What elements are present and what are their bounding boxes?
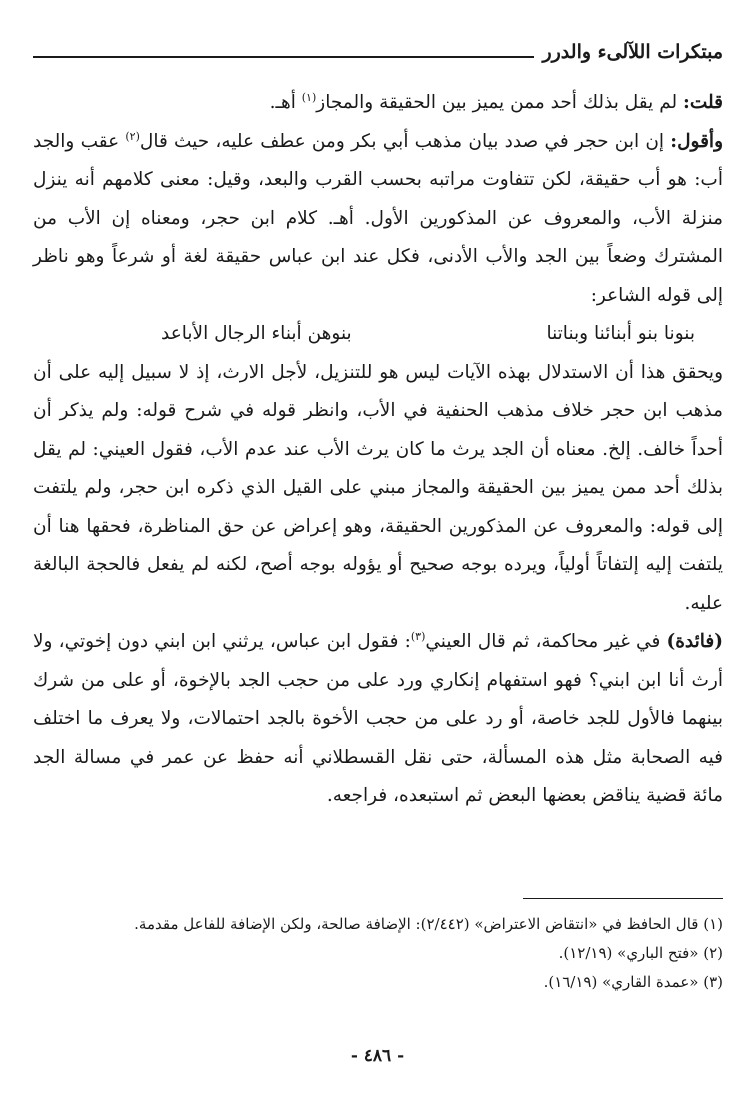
footnotes — [33, 910, 723, 997]
paragraph — [33, 623, 723, 816]
footnote: (٣) «عمدة القاري» (١٦/١٩). — [543, 973, 723, 991]
paragraph — [33, 123, 723, 316]
paragraph-text: ويحقق هذا أن الاستدلال بهذه الآيات ليس هو للتنزيل، لأجل الارث، إذ لا سبيل إليه على أن مذهب ابن حجر خلاف مذهب الحنفية في الأب، وانظر قوله في شرح قوله: ولم يذكر أن أحداً خالف. إلخ. معناه أن الجد يرث ما كان يرث الأب عند عدم الأب، فقول العيني: لم يقل بذلك أحد ممن يميز بين الحقيقة والمجاز مبني على القيل الذي ذكره ابن حجر، ولم يلتفت إلى قوله: والمعروف عن المذكورين الحقيقة، وهو إعراض عن حق المناظرة، فحقها هنا أن يلتفت إليه إلتفاتاً أولياً، ويرده بوجه صحيح أو يؤوله بوجه أصح، لكنه لم يفعل فالحجة البالغة عليه. — [33, 361, 723, 614]
paragraph-tail: أهـ. — [269, 92, 302, 113]
paragraph — [33, 84, 723, 123]
poetry-verse — [33, 315, 723, 354]
paragraph-lead: (فائدة) — [666, 631, 723, 652]
book-title: مبتكرات اللآلىء والدرر — [542, 41, 723, 63]
running-header — [33, 34, 723, 62]
footnote: (١) قال الحافظ في «انتقاض الاعتراض» (٢/٤٤٢): الإضافة صالحة، ولكن الإضافة للفاعل مقدمة. — [134, 915, 723, 933]
paragraph — [33, 354, 723, 624]
paragraph-tail: : فقول ابن عباس، يرثني ابن ابني دون إخوتي، ولا أرث أنا ابن ابني؟ فهو استفهام إنكاري ورد على من حجب الجد بالإخوة، أو على من شرك بينهما فالأول للجد خاصة، أو رد على من حجب الأخوة بالجد احتمالات، ولا يعرف ما اختلف فيه الصحابة مثل هذه المسألة، حتى نقل القسطلاني أنه حفظ عن عمر في مسالة الجد مائة قضية يناقض بعضها البعض ثم استبعده، فراجعه. — [33, 631, 723, 806]
paragraph-lead: وأقول: — [670, 130, 724, 152]
verse-second-hemistich: بنوهن أبناء الرجال الأباعد — [161, 323, 352, 344]
footnote-ref: (٢) — [125, 129, 140, 143]
paragraph-lead: قلت: — [683, 92, 723, 113]
footnote: (٢) «فتح الباري» (١٢/١٩). — [558, 944, 723, 962]
main-text — [33, 84, 723, 816]
paragraph-text: لم يقل بذلك أحد ممن يميز بين الحقيقة والمجاز — [316, 92, 684, 113]
footnote-separator — [523, 898, 723, 899]
page-number: - ٤٨٦ - — [350, 1046, 405, 1066]
footnote-ref: (١) — [301, 90, 317, 104]
verse-first-hemistich: بنونا بنو أبنائنا وبناتنا — [546, 323, 695, 344]
paragraph-tail: عقب والجد أب: هو أب حقيقة، لكن تتفاوت مراتبه بحسب القرب والبعد، وقيل: معنى كلامهم أنه ينزل منزلة الأب، والمعروف عن المذكورين الأول. أهـ. كلام ابن حجر، ومعناه إن الأب من المشترك وضعاً بين الجد والأب الأدنى، فكل عند ابن عباس حقيقة لغة أو شرعاً وهو ناظر إلى قوله الشاعر: — [33, 130, 723, 306]
paragraph-text: في غير محاكمة، ثم قال العيني — [425, 631, 667, 652]
header-rule — [33, 56, 534, 58]
footnote-ref: (٣) — [410, 629, 426, 643]
paragraph-text: إن ابن حجر في صدد بيان مذهب أبي بكر ومن عطف عليه، حيث قال — [139, 130, 671, 152]
